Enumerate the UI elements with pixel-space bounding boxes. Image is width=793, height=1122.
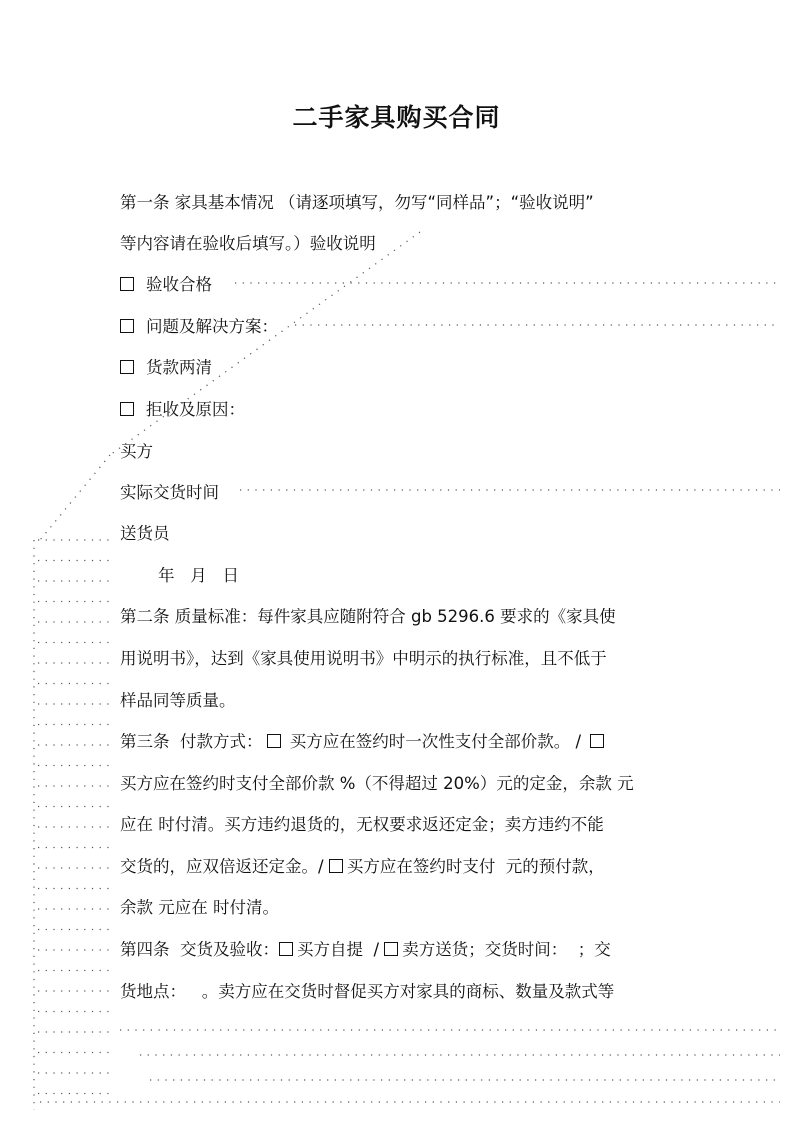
article-3-line-4 [120, 855, 605, 879]
checkbox[interactable] [329, 859, 343, 873]
checkbox[interactable] [279, 942, 293, 956]
delivery-time-label: 实际交货时间 [120, 483, 219, 502]
article-3-line-1 [120, 730, 608, 754]
article-2-line-2: 用说明书》，达到《家具使用说明书》中明示的执行标准，且不低于 [120, 649, 607, 668]
checklist-item-rejected [120, 398, 245, 422]
payment-option-full: 买方应在签约时一次性支付全部价款。 / [284, 732, 587, 751]
checklist-label: 货款两清 [146, 358, 212, 377]
buyer-label: 买方 [120, 442, 153, 461]
checklist-label: 问题及解决方案： [146, 317, 278, 336]
article-2-line-1: 第二条 质量标准：每件家具应随附符合 gb 5296.6 要求的《家具使 [120, 607, 616, 626]
checkbox[interactable] [120, 402, 134, 416]
checklist-label: 拒收及原因： [146, 400, 245, 419]
article-4-heading: 第四条 交货及验收： [120, 940, 279, 959]
checkbox[interactable] [590, 734, 604, 748]
article-3-line-2: 买方应在签约时支付全部价款 %（不得超过 20%）元的定金，余款 元 [120, 774, 634, 793]
payment-option-prepay: 买方应在签约时支付 元的预付款， [346, 857, 605, 876]
article-3-line-5: 余款 元应在 时付清。 [120, 898, 279, 917]
checkbox[interactable] [120, 360, 134, 374]
article-4-line-2: 货地点： 。卖方应在交货时督促买方对家具的商标、数量及款式等 [120, 982, 615, 1001]
document-title: 二手家具购买合同 [292, 103, 501, 132]
checklist-item-paid [120, 356, 212, 380]
checklist-item-issues [120, 315, 278, 339]
signoff-date: 年 月 日 [158, 566, 239, 585]
checkbox[interactable] [120, 277, 134, 291]
article-3-heading: 第三条 付款方式： [120, 732, 263, 751]
article-4-line-1 [120, 938, 611, 962]
checkbox[interactable] [384, 942, 398, 956]
article-2-line-3: 样品同等质量。 [120, 691, 236, 710]
article-1-line-2: 等内容请在验收后填写。）验收说明 [120, 234, 376, 253]
checkbox[interactable] [267, 734, 281, 748]
article-3-text: 交货的，应双倍返还定金。/ [120, 857, 329, 876]
courier-label: 送货员 [120, 524, 170, 543]
delivery-option-pickup: 买方自提 / [297, 940, 385, 959]
checklist-label: 验收合格 [146, 275, 212, 294]
article-1-line-1: 第一条 家具基本情况 （请逐项填写，勿写“同样品”；“验收说明” [120, 193, 594, 212]
delivery-option-ship: 卖方送货；交货时间： ；交 [402, 940, 611, 959]
checkbox[interactable] [120, 319, 134, 333]
checklist-item-accepted [120, 273, 212, 297]
article-3-line-3: 应在 时付清。买方违约退货的，无权要求返还定金；卖方违约不能 [120, 815, 604, 834]
